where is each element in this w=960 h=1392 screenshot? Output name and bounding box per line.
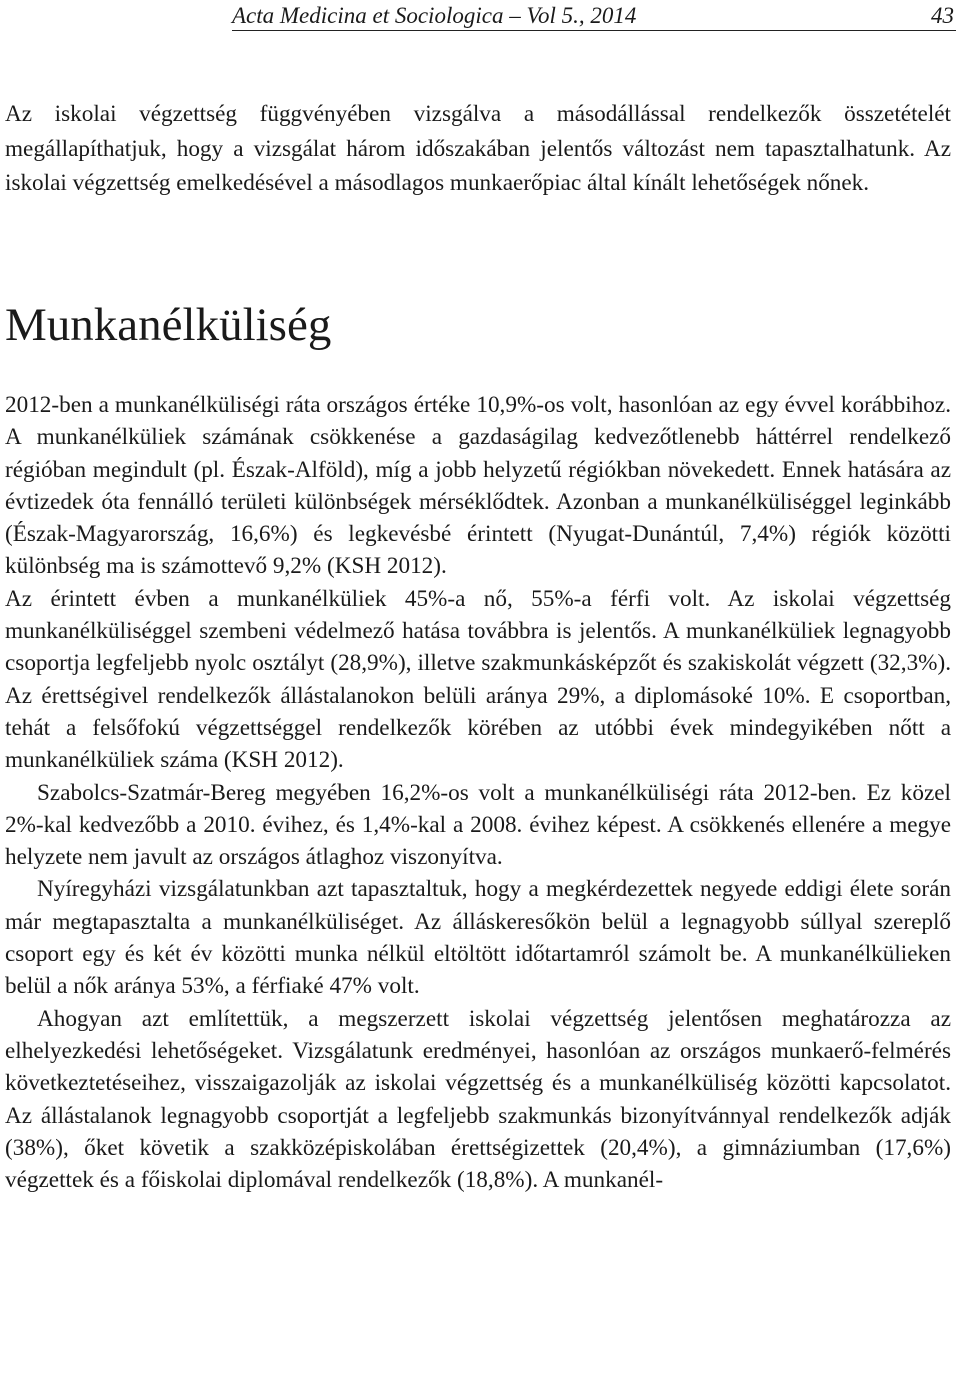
main-text (5, 389, 951, 1196)
paragraph-qualification: Ahogyan azt említettük, a megszerzett iskolai végzettség jelentősen meghatározza az elhelyezkedési lehetőségeket. Vizsgálatunk eredményei, hasonlóan az országos munkaerő-felmérés következtetéseihez, visszaigazolják az iskolai végzettség és a munkanélküliség közötti kapcsolatot. Az állástalanok legnagyobb csoportját a legfeljebb szakmunkás bizonyítvánnyal rendelkezők adják (38%), őket követik a szakközépiskolában érettségizettek (20,4%), a gimnáziumban (17,6%) végzettek és a főiskolai diplomával rendelkezők (18,8%). A munkanél- (5, 1005, 951, 1194)
section-title: Munkanélküliség (5, 299, 332, 351)
paragraph-nyiregyhaza-study: Nyíregyházi vizsgálatunkban azt tapasztaltuk, hogy a megkérdezettek negyede eddigi élete során már megtapasztalta a munkanélküliséget. Az álláskeresőkön belül a legnagyobb súllyal szereplő csoport egy és két év közötti munka nélkül eltöltött időtartamról számolt be. A munkanélkülieken belül a nők aránya 53%, a férfiaké 47% volt. (5, 876, 951, 1000)
paragraph-education-effect: Az érintett évben a munkanélküliek 45%-a nő, 55%-a férfi volt. Az iskolai végzettség munkanélküliséggel szembeni védelmező hatása továbbra is jelentős. A munkanélküliek legnagyobb csoportja legfeljebb nyolc osztályt (28,9%), illetve szakmunkásképzőt és szakiskolát végzett (32,3%). Az érettségivel rendelkezők állástalanokon belüli aránya 29%, a diplomásoké 10%. E csoportban, tehát a felsőfokú végzettséggel rendelkezők körében az utóbbi évek mindegyikében nőtt a munkanélküliek száma (KSH 2012). (5, 585, 951, 774)
running-header (232, 2, 956, 31)
paragraph-county-rate: Szabolcs-Szatmár-Bereg megyében 16,2%-os volt a munkanélküliségi ráta 2012-ben. Ez közel 2%-kal kedvezőbb a 2010. évihez, és 1,4%-kal a 2008. évihez képest. A csökkenés ellenére a megye helyzete nem javult az országos átlaghoz viszonyítva. (5, 779, 951, 871)
intro-paragraph: Az iskolai végzettség függvényében vizsgálva a másodállással rendelkezők összetételét megállapíthatjuk, hogy a vizsgálat három időszakában jelentős változást nem tapasztalhatunk. Az iskolai végzettség emelkedésével a másodlagos munkaerőpiac által kínált lehetőségek nőnek. (5, 101, 951, 196)
journal-title: Acta Medicina et Sociologica – Vol 5., 2014 (232, 3, 637, 28)
page-number: 43 (931, 3, 954, 28)
intro-section (5, 97, 951, 201)
paragraph-unemployment-rate: 2012-ben a munkanélküliségi ráta országos értéke 10,9%-os volt, hasonlóan az egy évvel korábbihoz. A munkanélküliek számának csökkenése a gazdaságilag kedvezőtlenebb háttérrel rendelkező régióban megindult (pl. Észak-Alföld), míg a jobb helyzetű régiókban növekedett. Ennek hatására az évtizedek óta fennálló területi különbségek mérséklődtek. Azonban a munkanélküliséggel leginkább (Észak-Magyarország, 16,6%) és legkevésbé érintett (Nyugat-Dunántúl, 7,4%) régiók közötti különbség ma is számottevő 9,2% (KSH 2012). (5, 392, 951, 580)
